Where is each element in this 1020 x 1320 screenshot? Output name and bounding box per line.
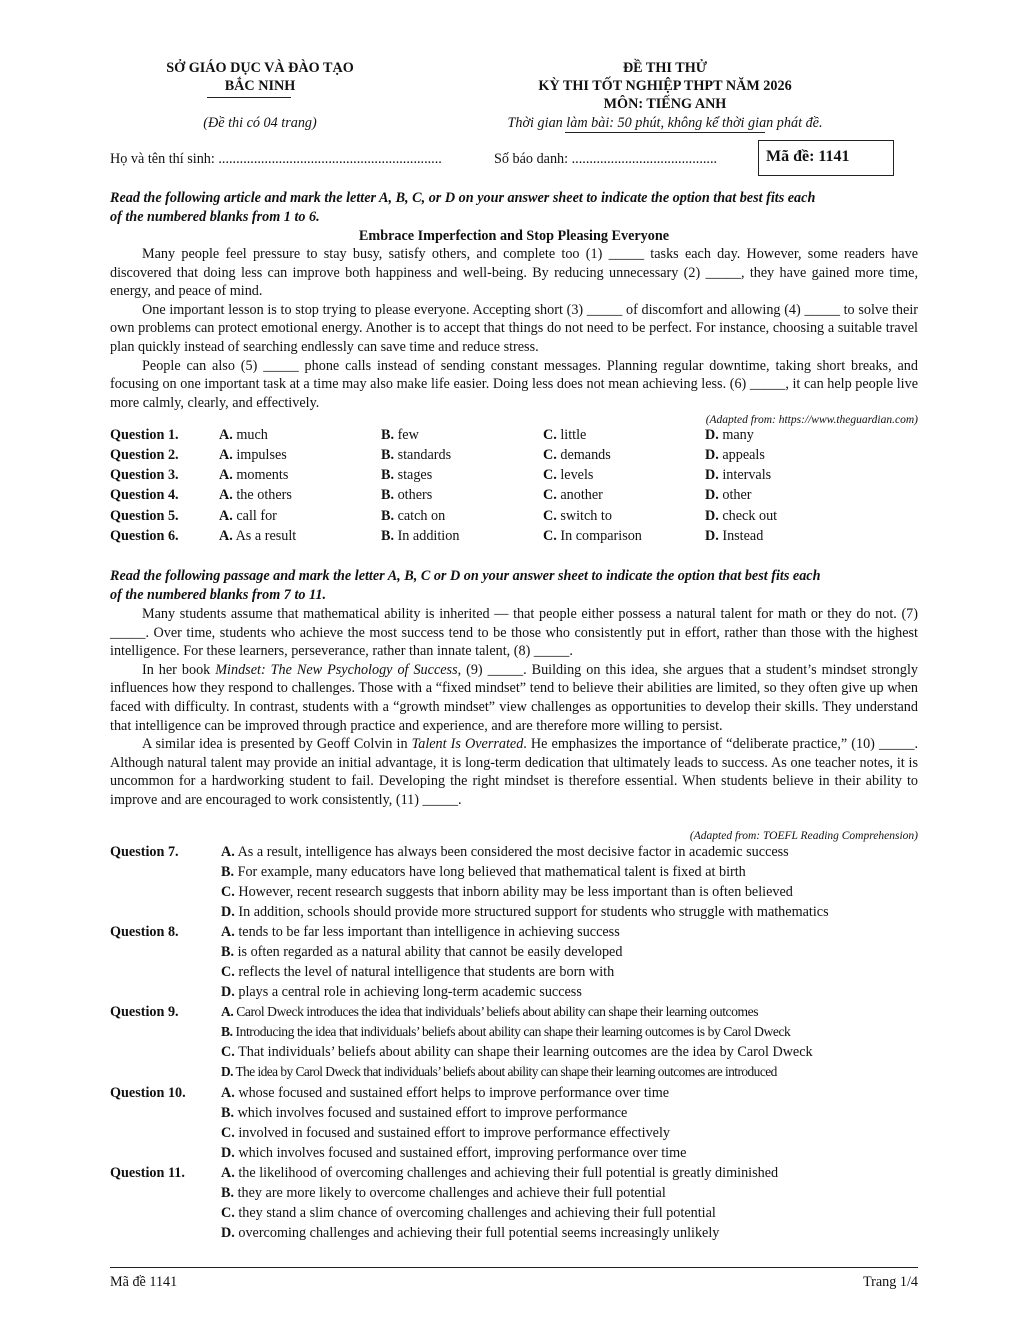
exam-title: ĐỀ THI THỬ (622, 60, 708, 76)
option-a[interactable]: A. call for (219, 508, 277, 524)
option-d[interactable]: D. intervals (705, 467, 772, 483)
option-b[interactable]: B. catch on (381, 508, 446, 524)
question-label: Question 7. (110, 844, 179, 860)
option-d[interactable]: D. other (705, 487, 752, 503)
candidate-number-field: Số báo danh: ......................................... (494, 151, 718, 167)
option-b[interactable]: B. standards (381, 447, 452, 463)
passage-source: (Adapted from: TOEFL Reading Comprehension) (689, 830, 918, 842)
article-body (110, 245, 918, 412)
option-d[interactable]: D. check out (705, 508, 778, 524)
passage-paragraph-3: A similar idea is presented by Geoff Colvin in Talent Is Overrated. He emphasizes the importance of “deliberate practice,” (10) _____. Although natural talent may provide an initial advantage, it is long-term dedication that ultimately leads to success. As one teacher notes, it is uncommon for a hardworking student to fail. Developing the right mindset is therefore essential. When students believe in their ability to improve and are encouraged to work consistently, (11) _____. (110, 736, 918, 808)
option-c[interactable]: C. demands (543, 447, 611, 463)
question-label: Question 8. (110, 924, 179, 940)
option-d[interactable]: D. many (705, 427, 754, 443)
option-b[interactable]: B. stages (381, 467, 433, 483)
option-b[interactable]: B. is often regarded as a natural ability that cannot be easily developed (221, 944, 623, 960)
option-d[interactable]: D. overcoming challenges and achieving their full potential seems increasingly unlikely (221, 1225, 720, 1241)
question-label: Question 2. (110, 447, 179, 463)
option-b[interactable]: B. they are more likely to overcome challenges and achieve their full potential (221, 1185, 666, 1201)
option-a[interactable]: A. whose focused and sustained effort helps to improve performance over time (221, 1085, 670, 1101)
option-d[interactable]: D. appeals (705, 447, 765, 463)
section2-instruction-line2: of the numbered blanks from 7 to 11. (110, 587, 326, 603)
option-a[interactable]: A. the others (219, 487, 292, 503)
option-c[interactable]: C. another (543, 487, 603, 503)
option-b[interactable]: B. which involves focused and sustained effort to improve performance (221, 1105, 628, 1121)
article-paragraph-2: One important lesson is to stop trying to please everyone. Accepting short (3) _____ of discomfort and allowing (4) _____ to solve their own problems can protect emotional energy. Another is to accept that things do not need to be perfect. For instance, choosing a suitable travel plan quickly instead of searching endlessly can save time and reduce stress. (110, 301, 918, 355)
pages-note: (Đề thi có 04 trang) (203, 115, 317, 131)
article-title: Embrace Imperfection and Stop Pleasing Everyone (358, 228, 670, 244)
option-a[interactable]: A. moments (219, 467, 289, 483)
question-label: Question 9. (110, 1004, 179, 1020)
section1-instruction-line1: Read the following article and mark the letter A, B, C, or D on your answer sheet to indicate the option that best fits each (110, 190, 816, 206)
passage-body (110, 605, 918, 810)
province-name: BẮC NINH (224, 78, 296, 94)
passage-paragraph-1: Many students assume that mathematical ability is inherited — that people either possess a natural talent for math or they do not. (7) _____. Over time, students who achieve the most success tend to be those who consistently put in effort, rather than those with the highest intelligence. For these learners, perseverance, rather than innate talent, (8) _____. (110, 606, 918, 660)
exam-time-note: Thời gian làm bài: 50 phút, không kể thời gian phát đề. (507, 115, 823, 131)
article-paragraph-3: People can also (5) _____ phone calls instead of sending constant messages. Planning regular downtime, taking short breaks, and focusing on one important task at a time may also make life easier. Doing less does not mean achieving less. (6) _____, it can help people live more calmly, clearly, and effectively. (110, 357, 918, 411)
exam-name: KỲ THI TỐT NGHIỆP THPT NĂM 2026 (538, 78, 792, 94)
option-c[interactable]: C. In comparison (543, 528, 642, 544)
option-a[interactable]: A. As a result (219, 528, 297, 544)
department-name: SỞ GIÁO DỤC VÀ ĐÀO TẠO (166, 60, 354, 76)
option-c[interactable]: C. switch to (543, 508, 612, 524)
footer-exam-code: Mã đề 1141 (110, 1274, 178, 1290)
option-a[interactable]: A. As a result, intelligence has always been considered the most decisive factor in academic success (221, 844, 789, 860)
question-label: Question 6. (110, 528, 179, 544)
article-paragraph-1: Many people feel pressure to stay busy, satisfy others, and complete too (1) _____ tasks each day. However, some readers have discovered that doing less can improve both happiness and well-being. By reducing unnecessary (2) _____, they have gained more time, energy, and peace of mind. (110, 246, 918, 300)
option-d[interactable]: D. Instead (705, 528, 764, 544)
option-b[interactable]: B. Introducing the idea that individuals’ beliefs about ability can shape their learning outcomes is by Carol Dweck (221, 1024, 791, 1039)
option-c[interactable]: C. However, recent research suggests that inborn ability may be less important than is often believed (221, 884, 793, 900)
exam-subject: MÔN: TIẾNG ANH (603, 96, 727, 112)
option-c[interactable]: C. reflects the level of natural intelligence that students are born with (221, 964, 615, 980)
option-a[interactable]: A. the likelihood of overcoming challenges and achieving their full potential is greatly diminished (221, 1165, 779, 1181)
book-title: Mindset: The New Psychology of Success (215, 661, 458, 678)
candidate-name-field: Họ và tên thí sinh: ............................................................... (110, 151, 442, 167)
option-a[interactable]: A. much (219, 427, 268, 443)
question-label: Question 1. (110, 427, 179, 443)
article-source: (Adapted from: https://www.theguardian.com) (705, 414, 918, 426)
exam-code: Mã đề: 1141 (766, 148, 850, 165)
option-b[interactable]: B. few (381, 427, 419, 443)
question-label: Question 4. (110, 487, 179, 503)
option-c[interactable]: C. levels (543, 467, 594, 483)
option-d[interactable]: D. The idea by Carol Dweck that individuals’ beliefs about ability can shape their learning outcomes are introduced (221, 1064, 777, 1079)
option-c[interactable]: C. they stand a slim chance of overcoming challenges and achieving their full potential (221, 1205, 716, 1221)
section1-instruction-line2: of the numbered blanks from 1 to 6. (110, 209, 320, 225)
footer-page-number: Trang 1/4 (862, 1274, 918, 1290)
section2-instruction-line1: Read the following passage and mark the letter A, B, C or D on your answer sheet to indicate the option that best fits each (110, 568, 821, 584)
option-c[interactable]: C. That individuals’ beliefs about ability can shape their learning outcomes are the idea by Carol Dweck (221, 1044, 813, 1060)
option-c[interactable]: C. little (543, 427, 587, 443)
option-d[interactable]: D. In addition, schools should provide more structured support for students who struggle with mathematics (221, 904, 829, 920)
time-note-underline (565, 132, 765, 133)
book-title: Talent Is Overrated (411, 736, 524, 753)
option-b[interactable]: B. others (381, 487, 433, 503)
question-label: Question 10. (110, 1085, 186, 1101)
footer-divider (110, 1267, 918, 1268)
option-d[interactable]: D. plays a central role in achieving long-term academic success (221, 984, 582, 1000)
option-b[interactable]: B. In addition (381, 528, 460, 544)
option-b[interactable]: B. For example, many educators have long believed that mathematical talent is fixed at birth (221, 864, 746, 880)
passage-paragraph-2: In her book Mindset: The New Psychology of Success, (9) _____. Building on this idea, she argues that a student’s mindset strongly influences how they respond to challenges. Those with a “fixed mindset” tend to believe their abilities are limited, so they often give up when faced with difficulty. In contrast, students with a “growth mindset” view challenges as opportunities to develop their skills. They understand that intelligence can be improved through practice and experience, and are therefore more willing to persist. (110, 661, 918, 734)
question-label: Question 11. (110, 1165, 185, 1181)
province-underline (207, 97, 291, 98)
option-a[interactable]: A. tends to be far less important than intelligence in achieving success (221, 924, 620, 940)
option-d[interactable]: D. which involves focused and sustained effort, improving performance over time (221, 1145, 687, 1161)
question-label: Question 3. (110, 467, 179, 483)
option-c[interactable]: C. involved in focused and sustained effort to improve performance effectively (221, 1125, 670, 1141)
option-a[interactable]: A. impulses (219, 447, 287, 463)
question-label: Question 5. (110, 508, 179, 524)
option-a[interactable]: A. Carol Dweck introduces the idea that individuals’ beliefs about ability can shape their learning outcomes (221, 1004, 759, 1019)
